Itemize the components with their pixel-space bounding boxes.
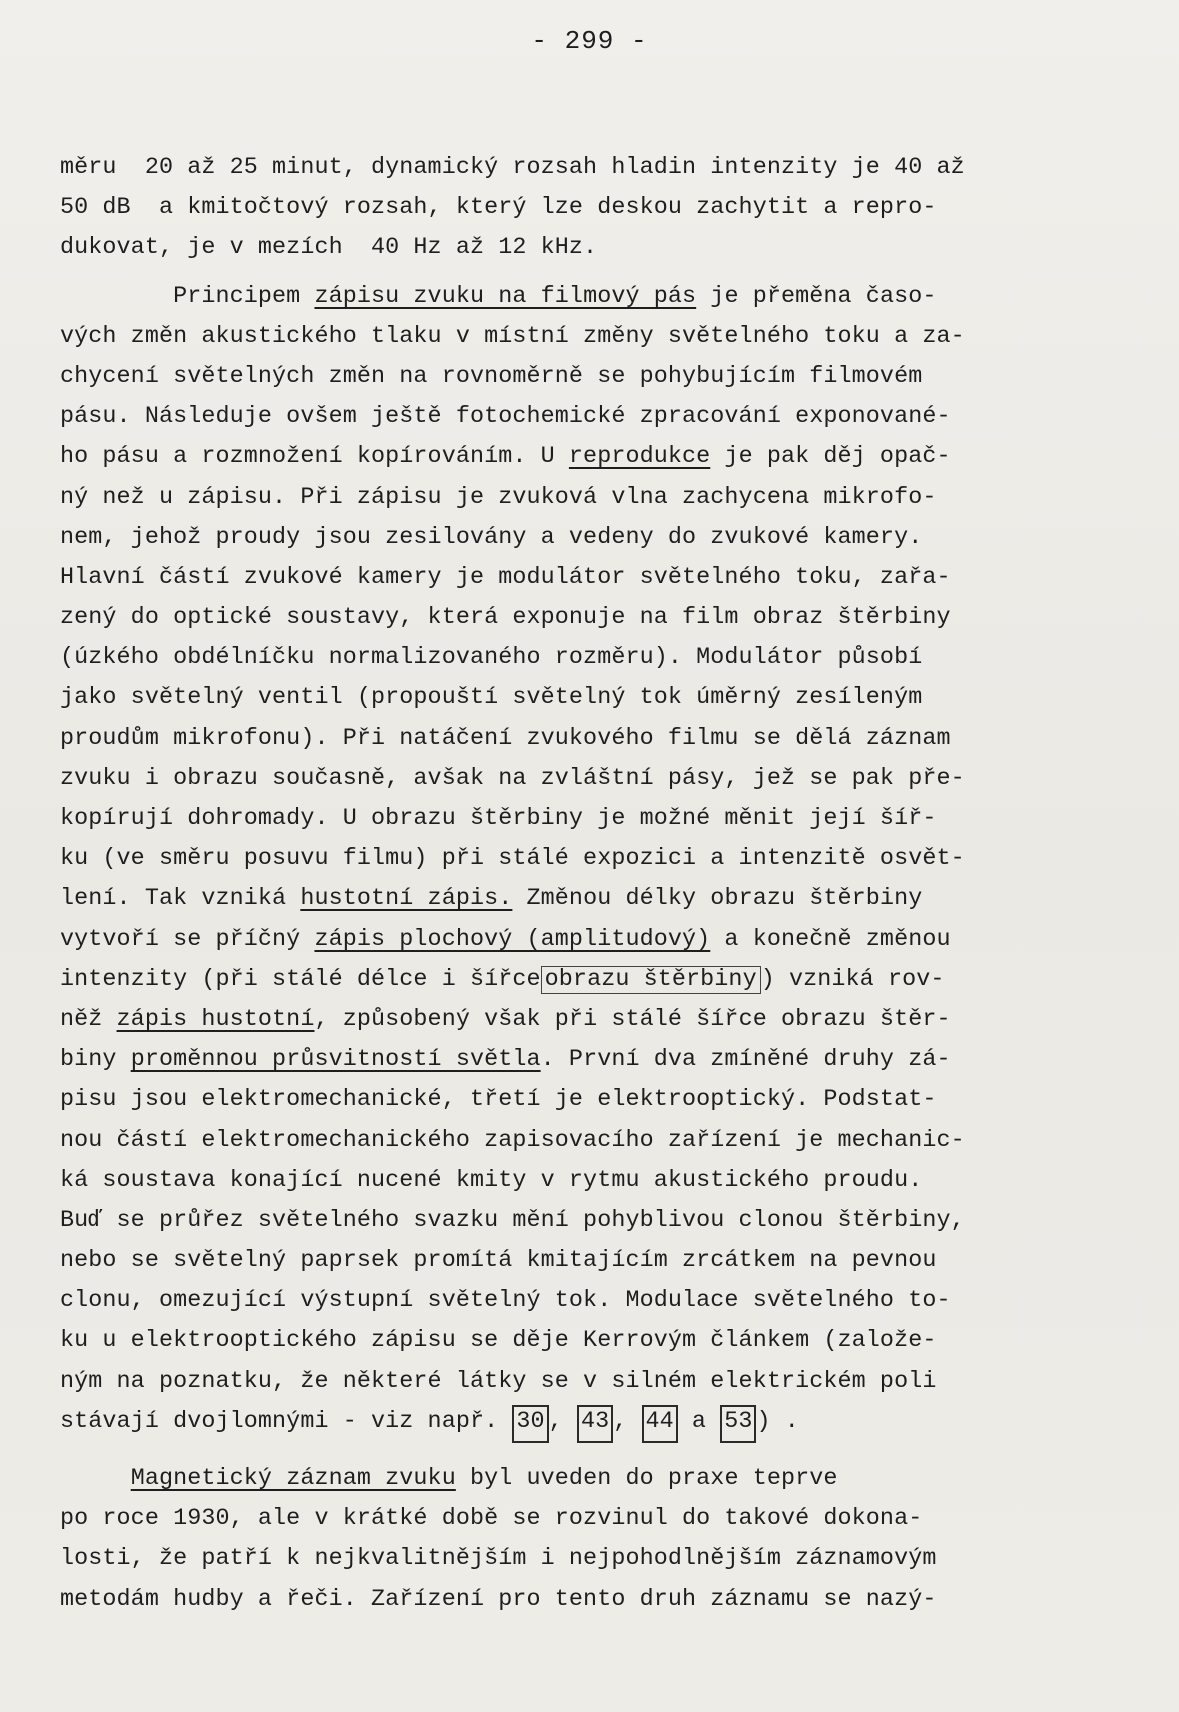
text-span: ) . — [756, 1408, 799, 1435]
text-line: proudům mikrofonu). Při natáčení zvukového filmu se dělá záznam — [60, 725, 951, 752]
text-line — [60, 437, 1140, 477]
text-line — [60, 1040, 1140, 1080]
text-line: 50 dB a kmitočtový rozsah, který lze deskou zachytit a repro- — [60, 195, 937, 222]
underlined-term: Magnetický záznam zvuku — [130, 1466, 456, 1492]
text-line: metodám hudby a řeči. Zařízení pro tento druh záznamu se nazý- — [60, 1586, 937, 1613]
underlined-term: zápis hustotní — [116, 1006, 315, 1033]
reference-53: 53 — [720, 1405, 756, 1443]
text-line: ný než u zápisu. Při zápisu je zvuková vlna zachycena mikrofo- — [60, 484, 937, 511]
paragraph-3 — [60, 1459, 1140, 1620]
reference-44: 44 — [642, 1405, 678, 1443]
text-line: měru 20 až 25 minut, dynamický rozsah hladin intenzity je 40 až — [60, 155, 965, 181]
text-line: (úzkého obdélníčku normalizovaného rozměru). Modulátor působí — [60, 645, 923, 672]
text-line — [60, 1459, 1140, 1499]
text-span: Principem — [173, 283, 315, 310]
text-span: , — [548, 1408, 577, 1435]
text-span: Změnou délky obrazu štěrbiny — [512, 886, 923, 913]
text-line: ká soustava konající nucené kmity v rytmu akustického proudu. — [60, 1167, 923, 1194]
indent — [60, 284, 173, 310]
text-line: nou částí elektromechanického zapisovacího zařízení je mechanic- — [60, 1127, 965, 1154]
text-line — [60, 1402, 1140, 1442]
text-line: vých změn akustického tlaku v místní změny světelného toku a za- — [60, 323, 965, 350]
text-line: dukovat, je v mezích 40 Hz až 12 kHz. — [60, 235, 598, 262]
text-line: zvuku i obrazu současně, avšak na zvláštní pásy, jež se pak pře- — [60, 765, 965, 792]
boxed-term: obrazu štěrbiny — [541, 966, 761, 994]
text-line: Buď se průřez světelného svazku mění pohyblivou clonou štěrbiny, — [60, 1207, 965, 1234]
text-line: ku (ve směru posuvu filmu) při stálé expozici a intenzitě osvět- — [60, 846, 965, 873]
reference-43: 43 — [577, 1405, 613, 1443]
text-span: ) vzniká rov- — [760, 966, 945, 993]
text-span: je pak děj opač- — [710, 444, 951, 471]
text-span: , — [613, 1408, 642, 1435]
paragraph-2 — [60, 277, 1140, 1442]
text-span: a konečně změnou — [710, 926, 951, 953]
reference-30: 30 — [512, 1405, 548, 1443]
text-line: po roce 1930, ale v krátké době se rozvinul do takové dokona- — [60, 1506, 923, 1533]
text-line: nem, jehož proudy jsou zesilovány a vedeny do zvukové kamery. — [60, 524, 923, 551]
text-line — [60, 277, 1140, 317]
text-line — [60, 920, 1140, 960]
text-span: , způsobený však při stálé šířce obrazu štěr- — [314, 1006, 951, 1033]
indent — [60, 1466, 131, 1492]
underlined-term: zápis plochový (amplitudový) — [314, 926, 711, 953]
text-span: intenzity (při stálé délce i šířce — [60, 966, 541, 993]
underlined-term: proměnnou průsvitností světla — [130, 1047, 541, 1074]
text-span: lení. Tak vzniká — [60, 886, 301, 913]
text-line — [60, 960, 1140, 1000]
text-span: ho pásu a rozmnožení kopírováním. U — [60, 444, 569, 471]
text-line — [60, 1000, 1140, 1040]
text-line: chycení světelných změn na rovnoměrně se pohybujícím filmovém — [60, 363, 923, 390]
text-line — [60, 879, 1140, 919]
text-line: ným na poznatku, že některé látky se v silném elektrickém poli — [60, 1368, 937, 1395]
text-span: stávají dvojlomnými - viz např. — [60, 1408, 513, 1435]
body-text — [60, 148, 1140, 1620]
text-line: ku u elektrooptického zápisu se děje Kerrovým článkem (založe- — [60, 1328, 937, 1355]
paragraph-1 — [60, 148, 1140, 269]
text-line: losti, že patří k nejkvalitnějším i nejpohodlnějším záznamovým — [60, 1546, 937, 1573]
text-span: biny — [60, 1047, 131, 1074]
text-line: jako světelný ventil (propouští světelný tok úměrný zesíleným — [60, 685, 923, 712]
text-span: . První dva zmíněné druhy zá- — [540, 1047, 951, 1074]
page-number: - 299 - — [531, 26, 648, 56]
text-line: Hlavní částí zvukové kamery je modulátor světelného toku, zařa- — [60, 564, 951, 591]
text-line: pásu. Následuje ovšem ještě fotochemické zpracování exponované- — [60, 404, 951, 431]
text-line: clonu, omezující výstupní světelný tok. Modulace světelného to- — [60, 1288, 951, 1315]
underlined-term: reprodukce — [568, 444, 711, 471]
text-line: nebo se světelný paprsek promítá kmitajícím zrcátkem na pevnou — [60, 1248, 937, 1275]
text-line: zený do optické soustavy, která exponuje na film obraz štěrbiny — [60, 605, 951, 632]
text-span: vytvoří se příčný — [60, 926, 315, 953]
underlined-term: zápisu zvuku na filmový pás — [314, 283, 697, 310]
text-span: a — [677, 1408, 721, 1435]
underlined-term: hustotní zápis. — [300, 886, 513, 913]
text-span: něž — [60, 1006, 117, 1033]
text-line: kopírují dohromady. U obrazu štěrbiny je možné měnit její šíř- — [60, 806, 937, 832]
text-span: byl uveden do praxe teprve — [455, 1466, 838, 1492]
text-line: pisu jsou elektromechanické, třetí je elektrooptický. Podstat- — [60, 1087, 937, 1114]
text-span: je přeměna časo- — [696, 283, 937, 310]
